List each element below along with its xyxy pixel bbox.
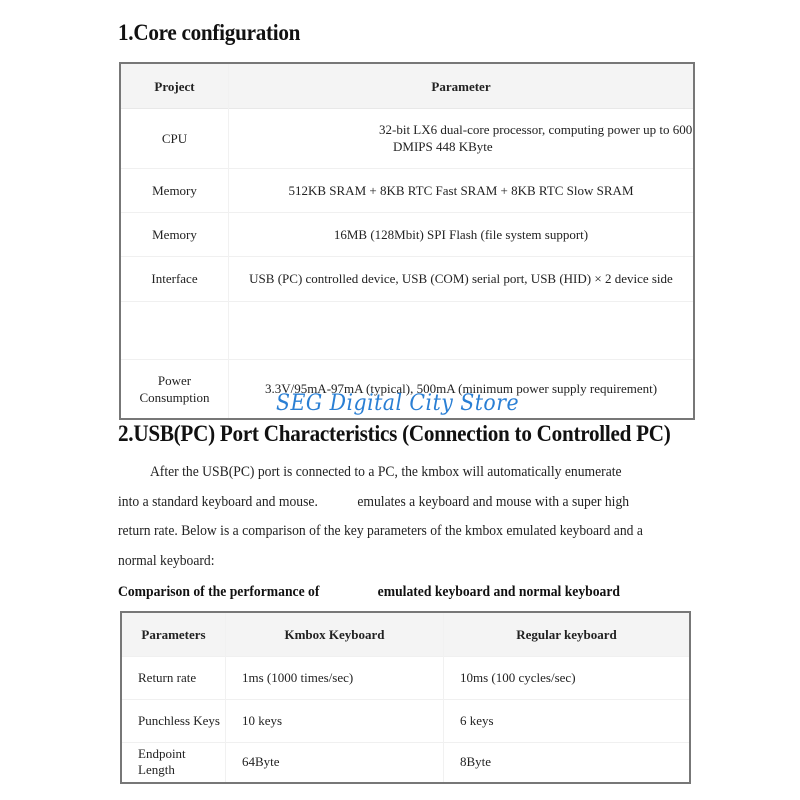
table-row <box>122 699 689 743</box>
cell-regular: 6 keys <box>460 712 494 728</box>
table-row <box>121 256 693 302</box>
cell-project: CPU <box>121 108 229 168</box>
cell-project <box>121 301 229 359</box>
cell-parameter: Return rate <box>122 656 226 699</box>
cell-parameter <box>229 108 693 168</box>
cpu-line-1: 32-bit LX6 dual-core processor, computing power up to 600 <box>379 122 693 137</box>
section2-heading: 2.USB(PC) Port Characteristics (Connection to Controlled PC) <box>118 421 671 446</box>
cell-parameter: USB (PC) controlled device, USB (COM) serial port, USB (HID) × 2 device side <box>249 271 673 286</box>
cpu-line-2: DMIPS 448 KByte <box>393 139 493 154</box>
cell-project: Memory <box>121 212 229 256</box>
table-row-empty <box>121 301 693 360</box>
cell-kmbox: 10 keys <box>226 699 444 742</box>
cell-regular: 10ms (100 cycles/sec) <box>460 669 576 685</box>
cell-project: Memory <box>121 168 229 212</box>
cell-parameter: Endpoint Length <box>122 742 226 782</box>
table-row <box>121 212 693 257</box>
section1-heading: 1.Core configuration <box>118 20 301 45</box>
table-header-row <box>122 613 689 657</box>
core-config-table <box>119 62 695 420</box>
table-row <box>121 108 693 169</box>
cell-project <box>121 359 229 418</box>
table-row <box>121 168 693 213</box>
cell-project: Interface <box>121 256 229 301</box>
paragraph-part-1: After the USB(PC) port is connected to a PC, the kmbox will automatically enumerate into a standard keyboard and mouse. <box>118 464 622 510</box>
header-regular: Regular keyboard <box>516 626 617 642</box>
cell-kmbox: 1ms (1000 times/sec) <box>226 656 444 699</box>
cell-parameter: 16MB (128Mbit) SPI Flash (file system support) <box>333 226 589 242</box>
usb-description-paragraph <box>118 458 644 576</box>
table-row <box>122 742 689 782</box>
header-parameters: Parameters <box>122 613 226 656</box>
power-label-line-1: Power <box>157 372 192 388</box>
cell-parameter: Punchless Keys <box>122 699 226 742</box>
header-project: Project <box>121 64 229 108</box>
store-watermark: SEG Digital City Store <box>276 391 520 416</box>
cell-parameter: 3.3V/95mA-97mA (typical), 500mA (minimum power supply requirement) <box>264 381 658 396</box>
comparison-title-part-1: Comparison of the performance of <box>118 584 320 600</box>
header-kmbox: Kmbox Keyboard <box>226 613 444 656</box>
comparison-title-part-2: emulated keyboard and normal keyboard <box>377 584 621 600</box>
table-row <box>122 656 689 700</box>
cell-regular: 8Byte <box>460 754 492 769</box>
keyboard-comparison-table <box>120 611 691 784</box>
cell-parameter <box>229 301 693 359</box>
table-header-row <box>121 64 693 109</box>
power-label-line-2: Consumption <box>139 389 210 405</box>
cell-parameter: 512KB SRAM + 8KB RTC Fast SRAM + 8KB RTC Slow SRAM <box>288 182 634 198</box>
comparison-title <box>118 584 620 601</box>
header-parameter: Parameter <box>431 78 491 94</box>
paragraph-part-2: emulates a keyboard and mouse with a super high return rate. Below is a comparison of the key parameters of the kmbox emulated keyboard and a normal keyboard: <box>118 493 643 569</box>
cell-kmbox: 64Byte <box>226 742 444 782</box>
